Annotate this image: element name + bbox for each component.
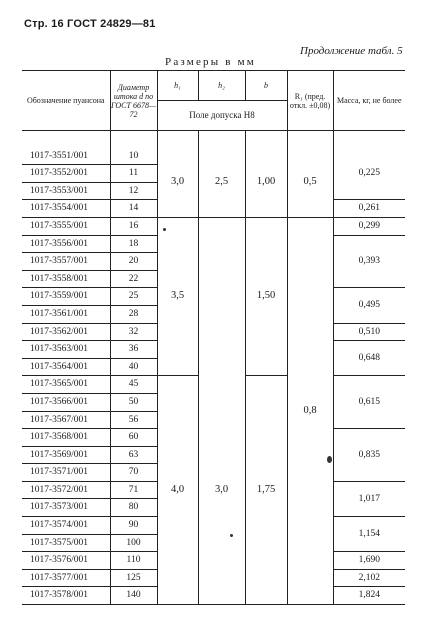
diameter-cell: 90 xyxy=(110,517,157,535)
b-cell: 1,00 xyxy=(245,148,287,218)
mass-cell: 1,690 xyxy=(333,552,405,570)
col-h2: h₂ xyxy=(198,71,245,101)
mass-cell: 0,615 xyxy=(333,376,405,429)
diameter-cell: 16 xyxy=(110,217,157,235)
units-caption: Размеры в мм xyxy=(165,56,256,68)
mass-cell: 0,393 xyxy=(333,235,405,288)
diameter-cell: 80 xyxy=(110,499,157,517)
h1-cell: 3,0 xyxy=(157,148,198,218)
designation-cell: 1017-3568/001 xyxy=(22,429,110,447)
diameter-cell: 125 xyxy=(110,569,157,587)
diameter-cell: 56 xyxy=(110,411,157,429)
designation-cell: 1017-3551/001 xyxy=(22,148,110,165)
mass-cell: 1,017 xyxy=(333,481,405,516)
h2-cell: 2,5 xyxy=(198,148,245,218)
table-continuation: Продолжение табл. 5 xyxy=(300,45,403,57)
designation-cell: 1017-3564/001 xyxy=(22,358,110,376)
col-designation: Обозначение пуансона xyxy=(22,71,110,131)
designation-cell: 1017-3573/001 xyxy=(22,499,110,517)
page-header: Стр. 16 ГОСТ 24829—81 xyxy=(24,18,156,30)
diameter-cell: 25 xyxy=(110,288,157,306)
designation-cell: 1017-3578/001 xyxy=(22,587,110,605)
h2-cell xyxy=(198,217,245,375)
mass-cell: 2,102 xyxy=(333,569,405,587)
designation-cell: 1017-3574/001 xyxy=(22,517,110,535)
diameter-cell: 32 xyxy=(110,323,157,341)
designation-cell: 1017-3572/001 xyxy=(22,481,110,499)
diameter-cell: 110 xyxy=(110,552,157,570)
mass-cell: 1,824 xyxy=(333,587,405,605)
mass-cell: 0,261 xyxy=(333,200,405,218)
designation-cell: 1017-3553/001 xyxy=(22,182,110,200)
diameter-cell: 71 xyxy=(110,481,157,499)
diameter-cell: 45 xyxy=(110,376,157,394)
tolerance-field: Поле допуска Н8 xyxy=(157,101,287,131)
b-cell: 1,50 xyxy=(245,217,287,375)
designation-cell: 1017-3567/001 xyxy=(22,411,110,429)
col-b: b xyxy=(245,71,287,101)
r1-cell: 0,8 xyxy=(287,217,333,604)
designation-cell: 1017-3555/001 xyxy=(22,217,110,235)
diameter-cell: 28 xyxy=(110,305,157,323)
designation-cell: 1017-3577/001 xyxy=(22,569,110,587)
punch-dimensions-table xyxy=(22,70,405,605)
designation-cell: 1017-3565/001 xyxy=(22,376,110,394)
diameter-cell: 50 xyxy=(110,393,157,411)
col-diameter: Диаметр штока d по ГОСТ 6678—72 xyxy=(110,71,157,131)
diameter-cell: 100 xyxy=(110,534,157,552)
diameter-cell: 140 xyxy=(110,587,157,605)
designation-cell: 1017-3556/001 xyxy=(22,235,110,253)
designation-cell: 1017-3563/001 xyxy=(22,341,110,359)
diameter-cell: 36 xyxy=(110,341,157,359)
mass-cell: 0,835 xyxy=(333,429,405,482)
designation-cell: 1017-3566/001 xyxy=(22,393,110,411)
mass-cell: 0,299 xyxy=(333,217,405,235)
diameter-cell: 18 xyxy=(110,235,157,253)
mass-cell: 0,495 xyxy=(333,288,405,323)
col-h1: h₁ xyxy=(157,71,198,101)
col-r1: R₁ (пред. откл. ±0,08) xyxy=(287,71,333,131)
designation-cell: 1017-3571/001 xyxy=(22,464,110,482)
table-row xyxy=(22,217,405,235)
mass-cell: 0,510 xyxy=(333,323,405,341)
h1-cell: 3,5 xyxy=(157,217,198,375)
diameter-cell: 22 xyxy=(110,270,157,288)
designation-cell: 1017-3557/001 xyxy=(22,253,110,271)
designation-cell: 1017-3569/001 xyxy=(22,446,110,464)
designation-cell: 1017-3561/001 xyxy=(22,305,110,323)
diameter-cell: 60 xyxy=(110,429,157,447)
designation-cell: 1017-3559/001 xyxy=(22,288,110,306)
diameter-cell: 10 xyxy=(110,148,157,165)
table-row xyxy=(22,376,405,394)
diameter-cell: 11 xyxy=(110,165,157,183)
b-cell: 1,75 xyxy=(245,376,287,605)
mass-cell: 0,225 xyxy=(333,148,405,200)
diameter-cell: 40 xyxy=(110,358,157,376)
h1-cell: 4,0 xyxy=(157,376,198,605)
col-mass: Масса, кг, не более xyxy=(333,71,405,131)
diameter-cell: 14 xyxy=(110,200,157,218)
designation-cell: 1017-3562/001 xyxy=(22,323,110,341)
designation-cell: 1017-3552/001 xyxy=(22,165,110,183)
designation-cell: 1017-3554/001 xyxy=(22,200,110,218)
mass-cell: 1,154 xyxy=(333,517,405,552)
mass-cell: 0,648 xyxy=(333,341,405,376)
r1-cell: 0,5 xyxy=(287,148,333,218)
diameter-cell: 63 xyxy=(110,446,157,464)
designation-cell: 1017-3576/001 xyxy=(22,552,110,570)
diameter-cell: 20 xyxy=(110,253,157,271)
designation-cell: 1017-3558/001 xyxy=(22,270,110,288)
diameter-cell: 70 xyxy=(110,464,157,482)
table-row xyxy=(22,148,405,165)
h2-cell: 3,0 xyxy=(198,376,245,605)
designation-cell: 1017-3575/001 xyxy=(22,534,110,552)
diameter-cell: 12 xyxy=(110,182,157,200)
